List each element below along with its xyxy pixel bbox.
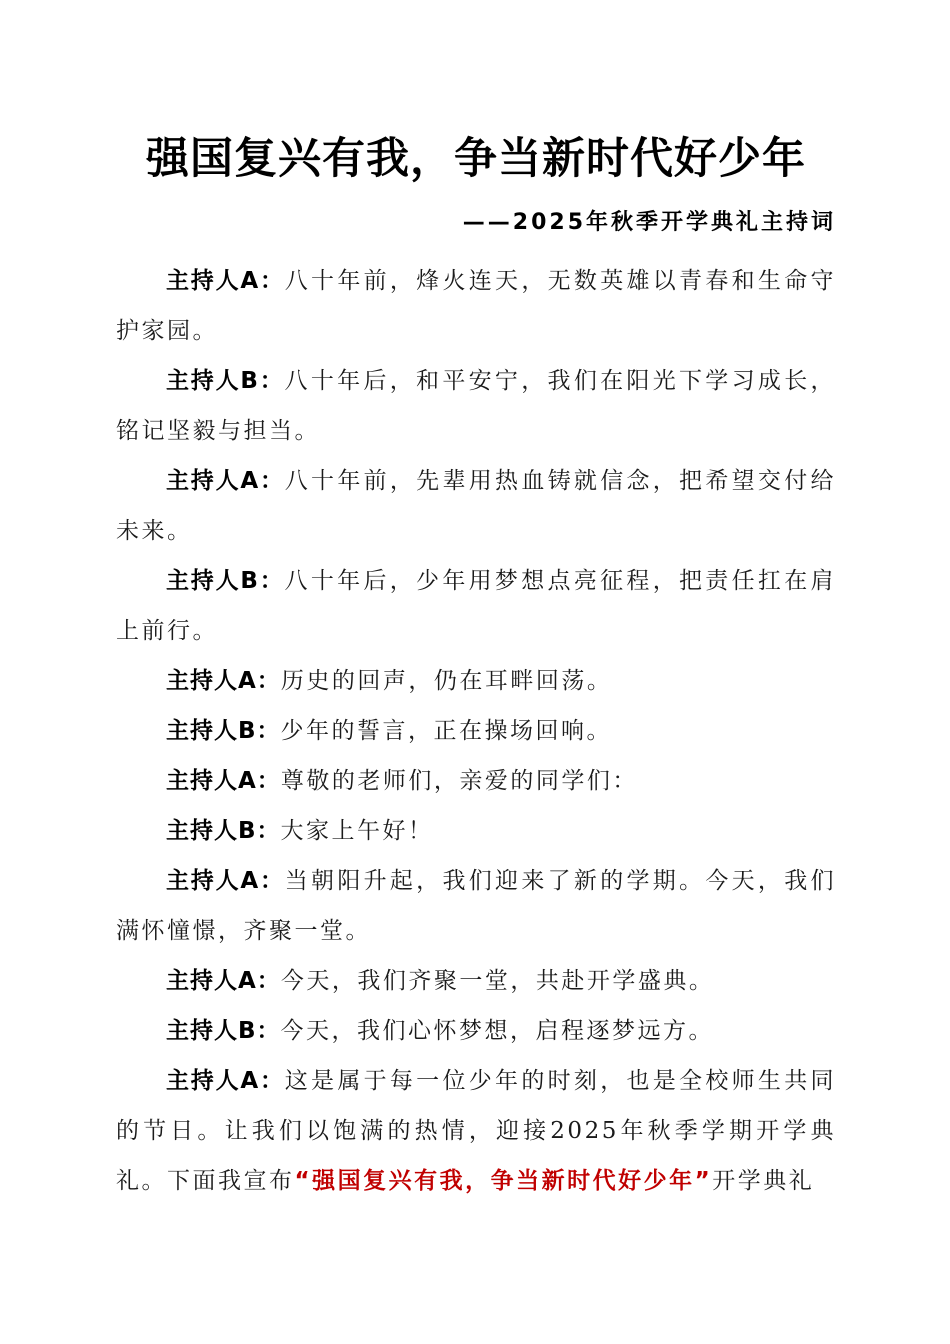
dialogue-paragraph: [116, 456, 836, 556]
dialogue-paragraph: [116, 756, 836, 806]
dialogue-paragraph: [116, 256, 836, 356]
document-title: 强国复兴有我，争当新时代好少年: [146, 134, 806, 184]
speaker-label: 主持人A：: [166, 868, 285, 894]
dialogue-text: 今天，我们心怀梦想，启程逐梦远方。: [280, 1018, 715, 1044]
dialogue-paragraph: [116, 656, 836, 706]
dialogue-text: 八十年后，少年用梦想点亮征程，把责任扛在肩上前行。: [116, 568, 837, 644]
dialogue-paragraph: [116, 706, 836, 756]
dialogue-text: 八十年后，和平安宁，我们在阳光下学习成长，铭记坚毅与担当。: [116, 368, 837, 444]
document-page: [116, 126, 836, 1206]
speaker-label: 主持人A：: [166, 468, 285, 494]
speaker-label: 主持人B：: [166, 718, 281, 744]
dialogue-text: 少年的誓言，正在操场回响。: [280, 718, 613, 744]
dialogue-paragraph: [116, 356, 836, 456]
dialogue-text: 八十年前，烽火连天，无数英雄以青春和生命守护家园。: [116, 268, 837, 344]
dialogue-text: 开学典礼: [712, 1168, 815, 1194]
dialogue-text: 大家上午好！: [280, 818, 434, 844]
speaker-label: 主持人A：: [166, 968, 281, 994]
dialogue-paragraph: [116, 806, 836, 856]
dialogue-text: 尊敬的老师们，亲爱的同学们：: [280, 768, 638, 794]
dialogue-paragraph: [116, 1006, 836, 1056]
dialogue-text: 这是属于每一位少年的时刻，也是全校师生共同的节日。让我们以饱满的热情，迎接2025年秋季学期开学典礼。下面我宣布: [116, 1068, 837, 1194]
dialogue-text: 当朝阳升起，我们迎来了新的学期。今天，我们满怀憧憬，齐聚一堂。: [116, 868, 837, 944]
speaker-label: 主持人A：: [166, 1068, 285, 1094]
speaker-label: 主持人B：: [166, 1018, 281, 1044]
dialogue-paragraph: [116, 956, 836, 1006]
speaker-label: 主持人B：: [166, 368, 285, 394]
speaker-label: 主持人B：: [166, 568, 285, 594]
dialogue-paragraph: [116, 1056, 836, 1206]
speaker-label: 主持人A：: [166, 268, 285, 294]
dialogue-text: 历史的回声，仍在耳畔回荡。: [280, 668, 613, 694]
document-body: [116, 256, 836, 1206]
document-subtitle: ——2025年秋季开学典礼主持词: [462, 210, 836, 235]
dialogue-text: 八十年前，先辈用热血铸就信念，把希望交付给未来。: [116, 468, 837, 544]
dialogue-paragraph: [116, 556, 836, 656]
speaker-label: 主持人A：: [166, 668, 281, 694]
speaker-label: 主持人A：: [166, 768, 281, 794]
ceremony-title-highlight: “强国复兴有我，争当新时代好少年”: [294, 1168, 713, 1194]
dialogue-paragraph: [116, 856, 836, 956]
dialogue-text: 今天，我们齐聚一堂，共赴开学盛典。: [280, 968, 715, 994]
speaker-label: 主持人B：: [166, 818, 281, 844]
